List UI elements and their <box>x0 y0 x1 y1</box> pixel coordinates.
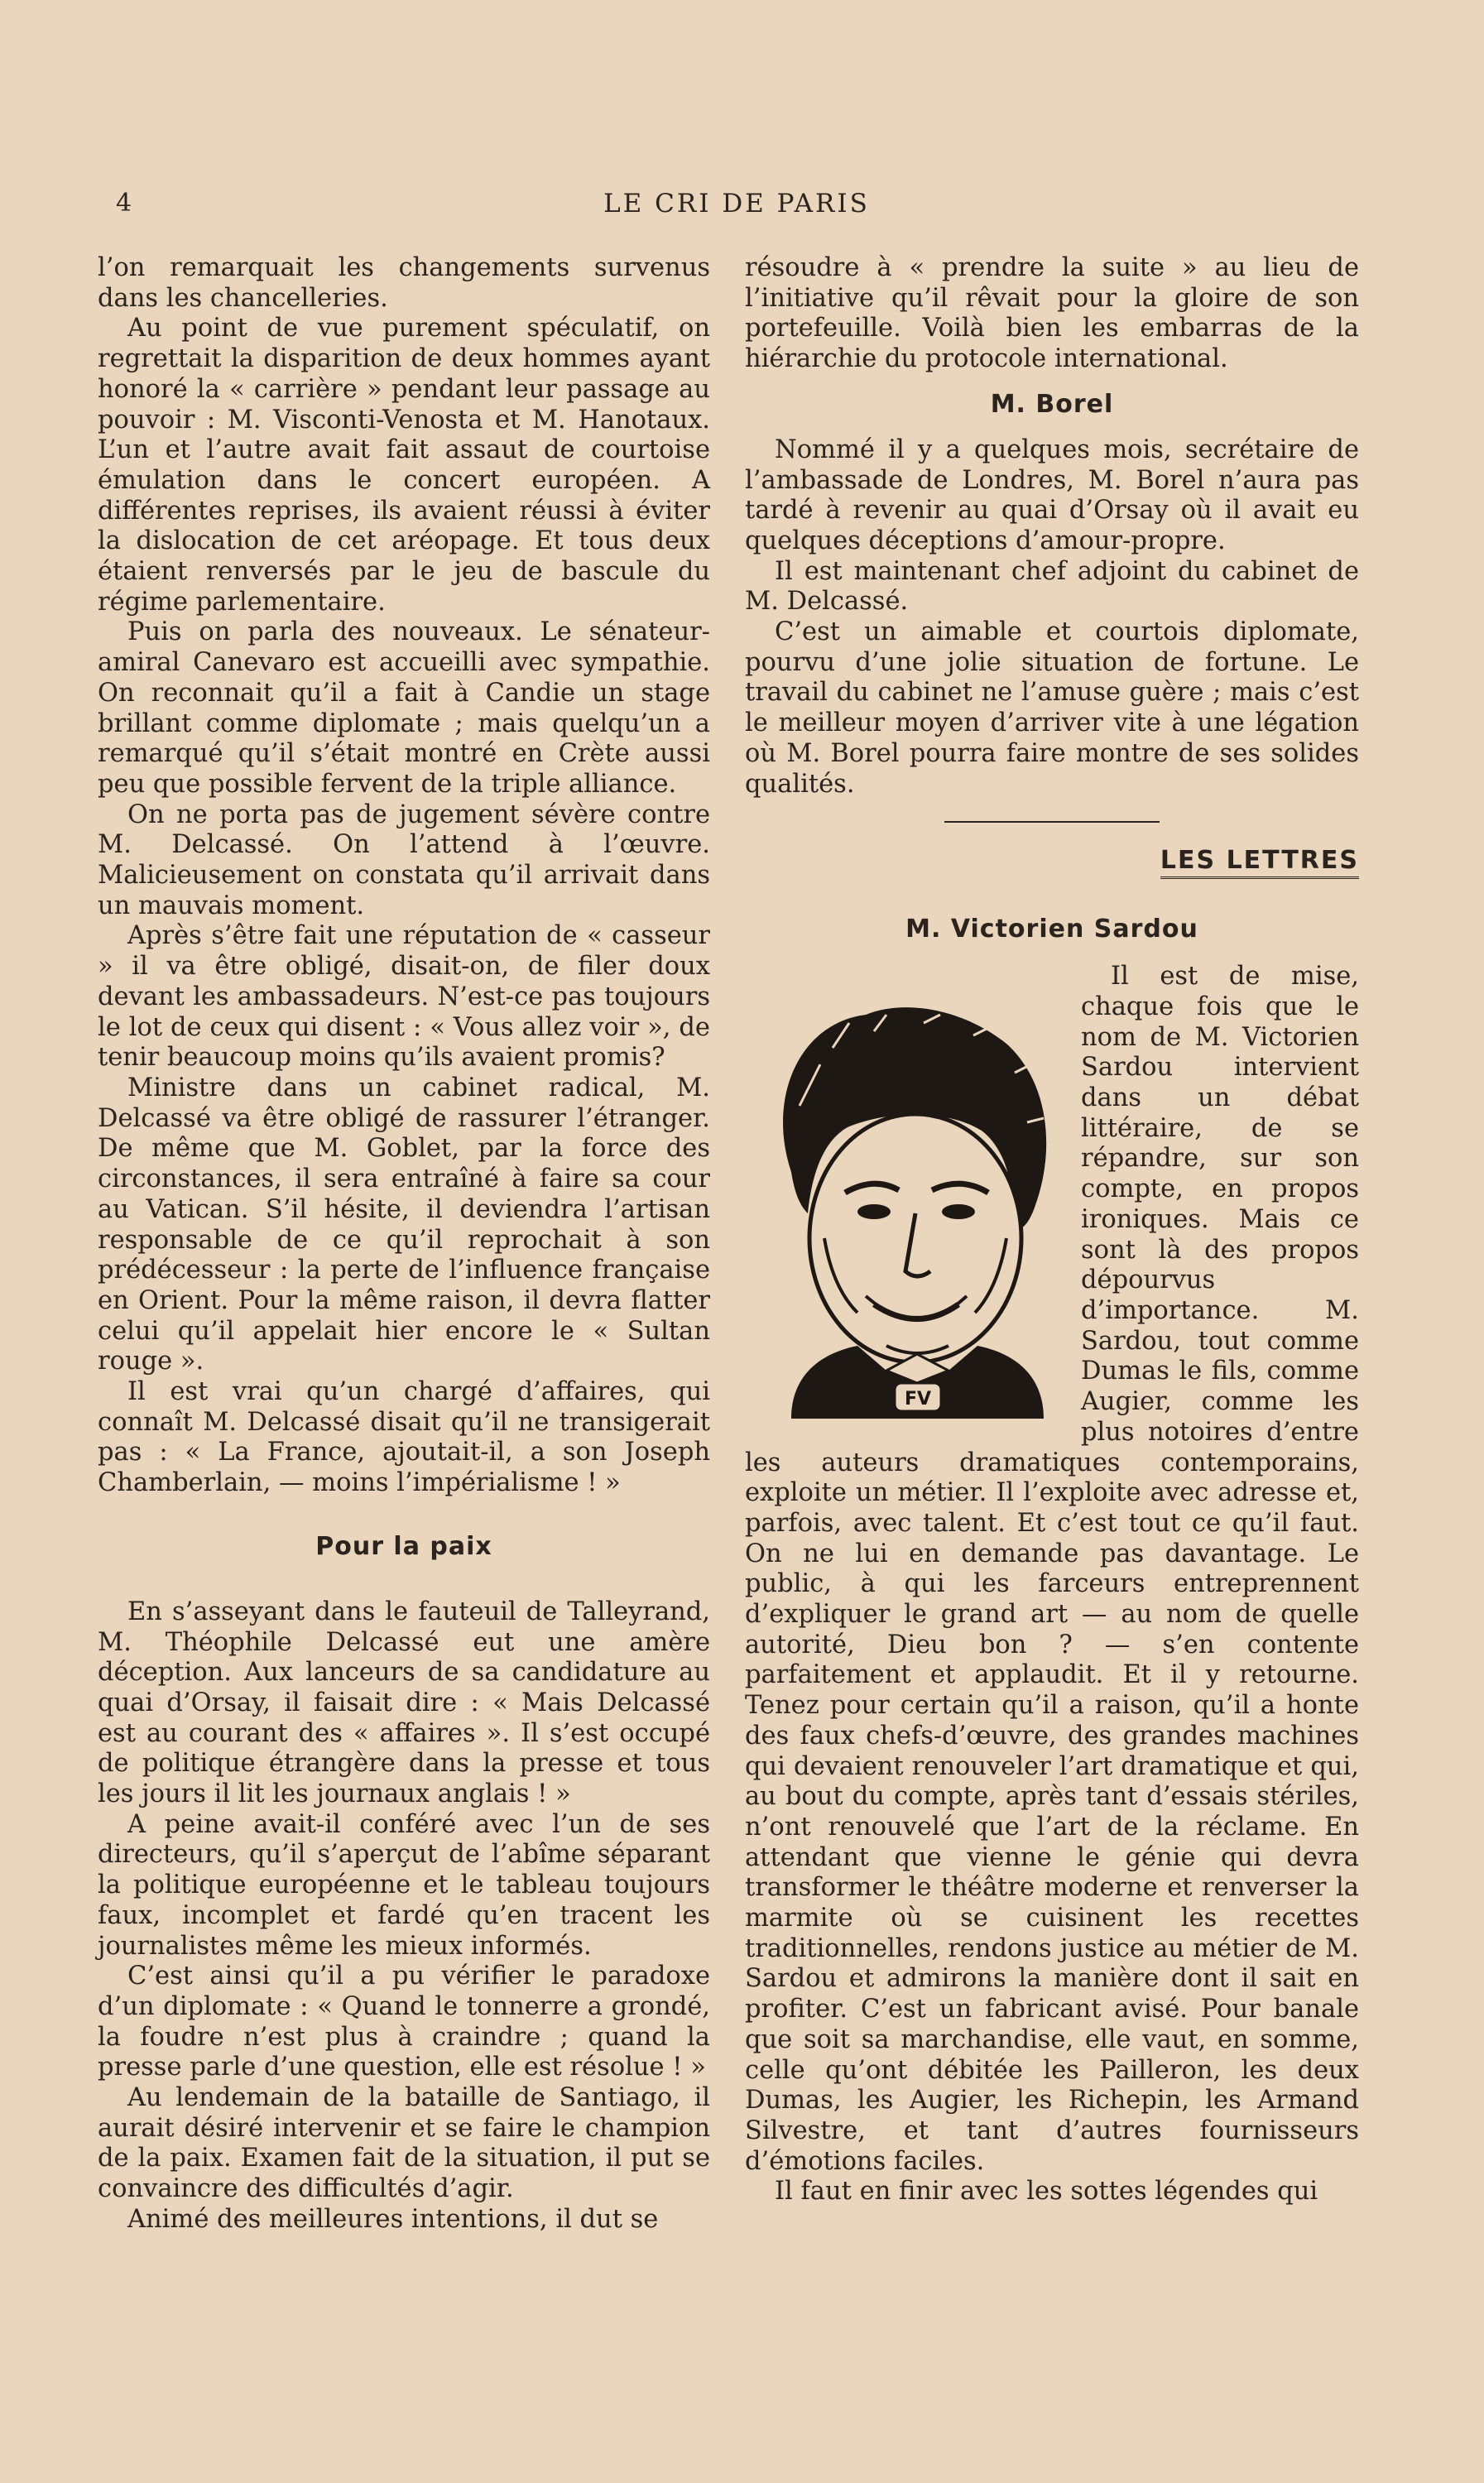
sardou-portrait-icon <box>742 965 1069 1419</box>
paragraph: Il faut en finir avec les sottes légendes qui <box>775 2177 1318 2207</box>
paragraph: C’est ainsi qu’il a pu vérifier le paradoxe d’un diplomate : « Quand le tonnerre a grondé, la foudre n’est plus à craindre ; quand la presse parle d’une question, elle est résolue ! » <box>98 1962 710 2082</box>
paragraph: Ministre dans un cabinet radical, M. Delcassé va être obligé de rassurer l’étranger. De même que M. Goblet, par la force des circonstances, il sera entraîné à faire sa cour au Vatican. S’il hésite, il deviendra l’artisan responsable de ce qu’il reprochait à son prédécesseur : la perte de l’influence française en Orient. Pour la même raison, il devra flatter celui qu’il appelait hier encore le « Sultan rouge ». <box>98 1073 710 1376</box>
page-number: 4 <box>116 189 132 218</box>
left-column <box>98 253 710 2236</box>
paragraph: On ne porta pas de jugement sévère contre M. Delcassé. On l’attend à l’œuvre. Malicieusement on constata qu’il arrivait dans un mauvais moment. <box>98 800 710 920</box>
paragraph: Au lendemain de la bataille de Santiago, il aurait désiré intervenir et se faire le champion de la paix. Examen fait de la situation, il put se convaincre des difficultés d’agir. <box>98 2083 710 2204</box>
portrait-monogram: FV <box>904 1389 932 1410</box>
portrait-illustration <box>742 965 1069 1419</box>
paragraph: Il est maintenant chef adjoint du cabinet de M. Delcassé. <box>745 556 1359 617</box>
paragraph: résoudre à « prendre la suite » au lieu de l’initiative qu’il rêvait pour la gloire de son portefeuille. Voilà bien les embarras de la hiérarchie du protocole international. <box>745 253 1359 374</box>
divider <box>944 821 1160 823</box>
page-header <box>108 189 1366 222</box>
section-label-text: LES LETTRES <box>1160 846 1359 879</box>
paragraph: l’on remarquait les changements survenus dans les chancelleries. <box>98 253 710 313</box>
paragraph: Nommé il y a quelques mois, secrétaire de l’ambassade de Londres, M. Borel n’aura pas tardé à revenir au quai d’Orsay où il avait eu quelques déceptions d’amour-propre. <box>745 435 1359 555</box>
paragraph: Il est de mise, chaque fois que le nom de M. Victorien Sardou intervient dans un débat littéraire, de se répandre, sur son compte, en propos ironiques. Mais ce sont là des propos dépourvus d’importance. M. Sardou, tout comme Dumas le fils, comme Augier, comme les plus notoires d’entre les auteurs dramatiques contemporains, exploite un métier. Il l’exploite avec adresse et, parfois, avec talent. Et c’est tout ce qu’il faut. On ne lui en demande pas davantage. Le public, à qui les farceurs entreprennent d’expliquer le grand art — au nom de quelle autorité, Dieu bon ? — s’en contente parfaitement et applaudit. Et il y retourne. Tenez pour certain qu’il a raison, qu’il a honte des faux chefs-d’œuvre, des grandes machines qui devaient renouveler l’art dramatique et qui, au bout du compte, après tant d’essais stériles, n’ont renouvelé que l’art de la réclame. En attendant que vienne le génie qui devra transformer le théâtre moderne et renverser la marmite où se cuisinent les recettes traditionnelles, rendons justice au métier de M. Sardou et admirons la manière dont il sait en profiter. C’est un fabricant avisé. Pour banale que soit sa marchandise, elle vaut, en somme, celle qu’ont débitée les Pailleron, les deux Dumas, les Augier, les Richepin, les Armand Silvestre, et tant d’autres fournisseurs d’émotions faciles. <box>745 962 1359 2176</box>
paragraph: Puis on parla des nouveaux. Le sénateur-amiral Canevaro est accueilli avec sympathie. On reconnait qu’il a fait à Candie un stage brillant comme diplomate ; mais quelqu’un a remarqué qu’il s’était montré en Crète aussi peu que possible fervent de la triple alliance. <box>98 617 710 799</box>
section-label-les-lettres <box>745 846 1359 875</box>
paragraph: A peine avait-il conféré avec l’un de ses directeurs, qu’il s’aperçut de l’abîme séparant la politique européenne et le tableau toujours faux, incomplet et fardé qu’en tracent les journalistes même les mieux informés. <box>98 1809 710 1961</box>
right-column <box>745 253 1359 2207</box>
section-heading-borel: M. Borel <box>990 389 1114 419</box>
paragraph: Après s’être fait une réputation de « casseur » il va être obligé, disait-on, de filer doux devant les ambassadeurs. N’est-ce pas toujours le lot de ceux qui disent : « Vous allez voir », de tenir beaucoup moins qu’ils avaient promis? <box>98 921 710 1073</box>
paragraph: C’est un aimable et courtois diplomate, pourvu d’une jolie situation de fortune. Le travail du cabinet ne l’amuse guère ; mais c’est le meilleur moyen d’arriver vite à une légation où M. Borel pourra faire montre de ses solides qualités. <box>745 617 1359 799</box>
paragraph: En s’asseyant dans le fauteuil de Talleyrand, M. Théophile Delcassé eut une amère déception. Aux lanceurs de sa candidature au quai d’Orsay, il faisait dire : « Mais Delcassé est au courant des « affaires ». Il s’est occupé de politique étrangère dans la presse et tous les jours il lit les journaux anglais ! » <box>98 1597 710 1809</box>
section-heading-pour-la-paix: Pour la paix <box>315 1531 492 1561</box>
paragraph: Au point de vue purement spéculatif, on regrettait la disparition de deux hommes ayant honoré la « carrière » pendant leur passage au pouvoir : M. Visconti-Venosta et M. Hanotaux. L’un et l’autre avait fait assaut de courtoise émulation dans le concert européen. A différentes reprises, ils avaient réussi à éviter la dislocation de cet aréopage. Et tous deux étaient renversés par le jeu de bascule du régime parlementaire. <box>98 314 710 617</box>
running-title: LE CRI DE PARIS <box>603 189 870 219</box>
paragraph: Il est vrai qu’un chargé d’affaires, qui connaît M. Delcassé disait qu’il ne transigerait pas : « La France, ajoutait-il, a son Joseph Chamberlain, — moins l’impérialisme ! » <box>98 1377 710 1498</box>
section-heading-sardou: M. Victorien Sardou <box>905 915 1198 944</box>
paragraph: Animé des meilleures intentions, il dut se <box>127 2204 659 2234</box>
